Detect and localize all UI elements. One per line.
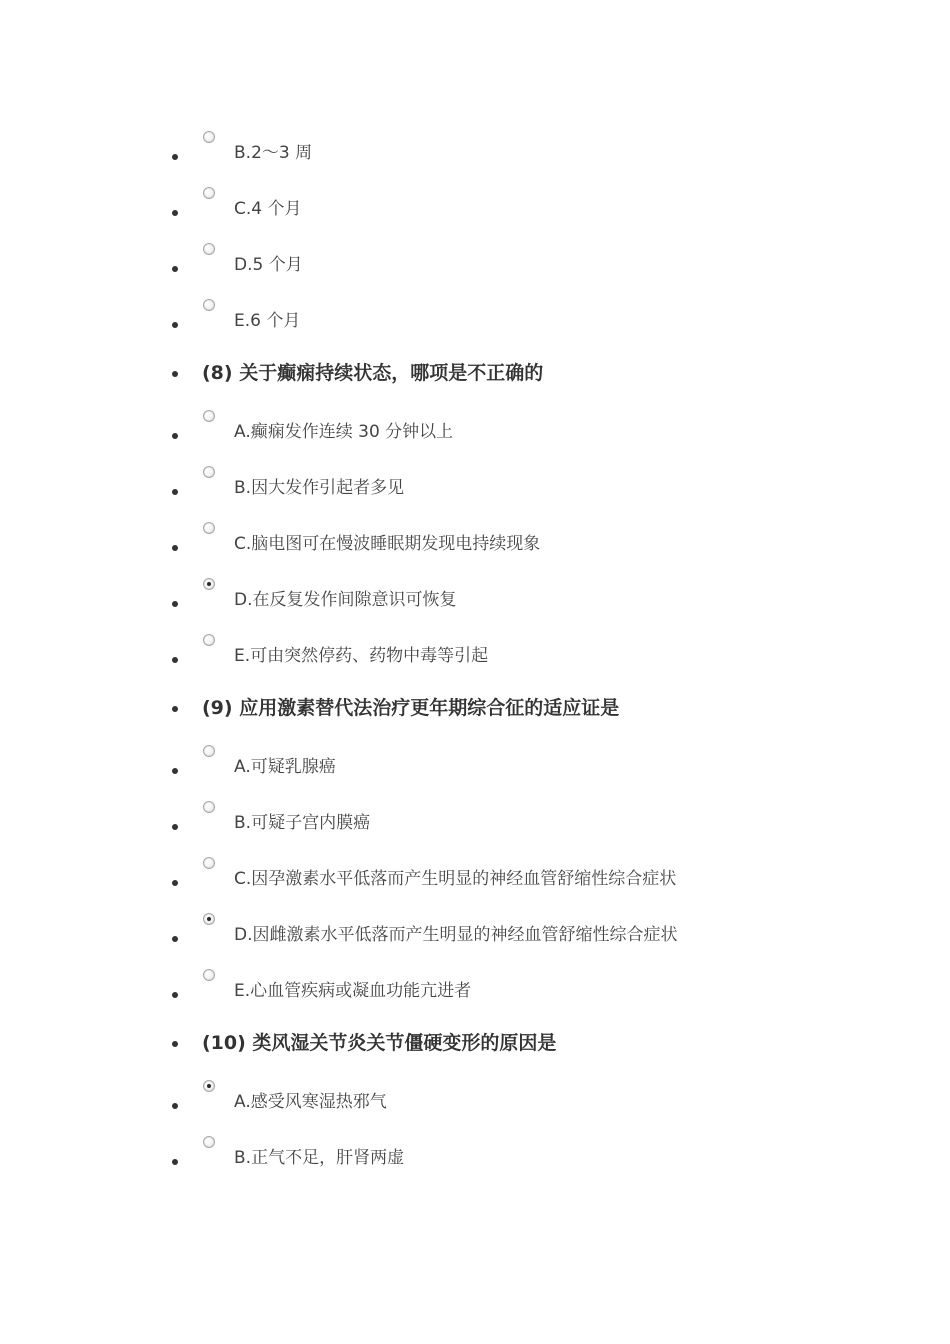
option-label: D.因雌激素水平低落而产生明显的神经血管舒缩性综合症状 [234, 925, 678, 945]
radio-unchecked-icon[interactable] [203, 634, 215, 646]
bullet-icon [172, 322, 178, 328]
bullet-icon [172, 433, 178, 439]
bullet-icon [172, 1159, 178, 1165]
option-label: A.感受风寒湿热邪气 [234, 1092, 387, 1112]
radio-unchecked-icon[interactable] [203, 187, 215, 199]
bullet-icon [172, 657, 178, 663]
bullet-icon [172, 210, 178, 216]
radio-unchecked-icon[interactable] [203, 466, 215, 478]
radio-unchecked-icon[interactable] [203, 131, 215, 143]
option-label: C.因孕激素水平低落而产生明显的神经血管舒缩性综合症状 [234, 869, 677, 889]
bullet-icon [172, 768, 178, 774]
bullet-icon [172, 266, 178, 272]
option-label: E.可由突然停药、药物中毒等引起 [234, 646, 489, 666]
bullet-icon [172, 706, 178, 712]
bullet-icon [172, 1041, 178, 1047]
bullet-icon [172, 489, 178, 495]
option-label: C.脑电图可在慢波睡眠期发现电持续现象 [234, 534, 541, 554]
bullet-icon [172, 601, 178, 607]
radio-checked-icon[interactable] [203, 913, 215, 925]
radio-unchecked-icon[interactable] [203, 1136, 215, 1148]
bullet-icon [172, 880, 178, 886]
bullet-icon [172, 545, 178, 551]
option-label: D.在反复发作间隙意识可恢复 [234, 590, 457, 610]
option-label: B.因大发作引起者多见 [234, 478, 405, 498]
option-label: D.5 个月 [234, 255, 303, 275]
option-label: A.癫痫发作连续 30 分钟以上 [234, 422, 454, 442]
option-label: B.正气不足，肝肾两虚 [234, 1148, 405, 1168]
radio-checked-icon[interactable] [203, 1080, 215, 1092]
bullet-icon [172, 992, 178, 998]
option-label: E.心血管疾病或凝血功能亢进者 [234, 981, 472, 1001]
radio-unchecked-icon[interactable] [203, 299, 215, 311]
radio-unchecked-icon[interactable] [203, 969, 215, 981]
question-title: (8) 关于癫痫持续状态，哪项是不正确的 [202, 362, 544, 384]
option-label: B.2～3 周 [234, 143, 313, 163]
bullet-icon [172, 936, 178, 942]
question-title: (9) 应用激素替代法治疗更年期综合征的适应证是 [202, 697, 620, 719]
radio-unchecked-icon[interactable] [203, 857, 215, 869]
radio-unchecked-icon[interactable] [203, 745, 215, 757]
radio-unchecked-icon[interactable] [203, 522, 215, 534]
radio-unchecked-icon[interactable] [203, 801, 215, 813]
radio-unchecked-icon[interactable] [203, 243, 215, 255]
option-label: E.6 个月 [234, 311, 301, 331]
option-label: B.可疑子宫内膜癌 [234, 813, 371, 833]
bullet-icon [172, 371, 178, 377]
option-label: A.可疑乳腺癌 [234, 757, 336, 777]
bullet-icon [172, 824, 178, 830]
bullet-icon [172, 1103, 178, 1109]
option-label: C.4 个月 [234, 199, 302, 219]
radio-checked-icon[interactable] [203, 578, 215, 590]
bullet-icon [172, 154, 178, 160]
question-title: (10) 类风湿关节炎关节僵硬变形的原因是 [202, 1032, 557, 1054]
radio-unchecked-icon[interactable] [203, 410, 215, 422]
